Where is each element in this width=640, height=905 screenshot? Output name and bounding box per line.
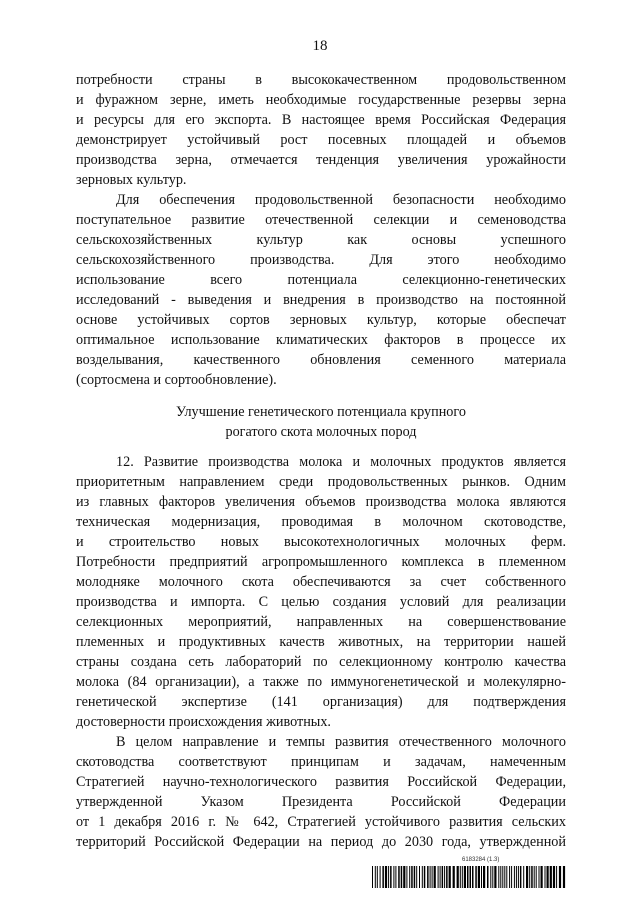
- text-line: сельскохозяйственного производства. Для этого необходимо: [76, 252, 566, 268]
- text-line: Потребности предприятий агропромышленного комплекса в племенном: [76, 554, 566, 570]
- text-line: молока (84 организации), а также по иммуногенетической и молекулярно-: [76, 674, 566, 690]
- text-line: сельскохозяйственных культур как основы успешного: [76, 232, 566, 248]
- text-line: производства и импорта. С целью создания условий для реализации: [76, 594, 566, 610]
- text-line: и фуражном зерне, иметь необходимые государственные резервы зерна: [76, 92, 566, 108]
- text-line: селекционных мероприятий, направленных на совершенствование: [76, 614, 566, 630]
- text-line: производства зерна, отмечается тенденция увеличения урожайности: [76, 152, 566, 168]
- text-line: В целом направление и темпы развития отечественного молочного: [116, 734, 566, 750]
- section-heading-line-1: Улучшение генетического потенциала крупного: [176, 404, 466, 420]
- text-line: племенных и продуктивных качеств животных, на территории нашей: [76, 634, 566, 650]
- barcode-icon: [372, 866, 566, 888]
- document-body: [76, 70, 566, 852]
- section-heading-line-2: рогатого скота молочных пород: [225, 424, 417, 440]
- top-paragraphs: [76, 70, 566, 390]
- text-line: достоверности происхождения животных.: [76, 714, 331, 730]
- document-code: 6183284 (1.3): [462, 857, 500, 863]
- text-line: скотоводства соответствуют принципам и задачам, намеченным: [76, 754, 566, 770]
- text-line: утвержденной Указом Президента Российской Федерации: [76, 794, 566, 810]
- text-line: зерновых культур.: [76, 172, 187, 188]
- page-number: 18: [312, 38, 328, 54]
- text-line: оптимальное использование климатических факторов в процессе их: [76, 332, 566, 348]
- text-line: использование всего потенциала селекционно-генетических: [76, 272, 566, 288]
- text-line: техническая модернизация, проводимая в молочном скотоводстве,: [76, 514, 566, 530]
- text-line: молодняке молочного скота обеспечиваются за счет собственного: [76, 574, 566, 590]
- text-line: из главных факторов увеличения объемов производства молока являются: [76, 494, 566, 510]
- text-line: (сортосмена и сортообновление).: [76, 372, 277, 388]
- text-line: возделывания, качественного обновления семенного материала: [76, 352, 566, 368]
- text-line: Для обеспечения продовольственной безопасности необходимо: [116, 192, 566, 208]
- text-line: приоритетным направлением среди продовольственных рынков. Одним: [76, 474, 566, 490]
- text-line: демонстрирует устойчивый рост посевных площадей и объемов: [76, 132, 566, 148]
- text-line: и строительство новых высокотехнологичных молочных ферм.: [76, 534, 566, 550]
- text-line: генетической экспертизе (141 организация) для подтверждения: [76, 694, 566, 710]
- text-line: страны создана сеть лабораторий по селекционному контролю качества: [76, 654, 566, 670]
- section-heading: [76, 402, 566, 442]
- text-line: основе устойчивых сортов зерновых культур, которые обеспечат: [76, 312, 566, 328]
- paragraph: [76, 452, 566, 732]
- paragraph: [76, 732, 566, 852]
- text-line: и ресурсы для его экспорта. В настоящее время Российская Федерация: [76, 112, 566, 128]
- text-line: Стратегией научно-технологического развития Российской Федерации,: [76, 774, 566, 790]
- text-line: потребности страны в высококачественном продовольственном: [76, 72, 566, 88]
- text-line: от 1 декабря 2016 г. № 642, Стратегией устойчивого развития сельских: [76, 814, 566, 830]
- paragraph: [76, 70, 566, 190]
- text-line: поступательное развитие отечественной селекции и семеноводства: [76, 212, 566, 228]
- text-line: исследований - выведения и внедрения в производство на постоянной: [76, 292, 566, 308]
- bottom-paragraphs: [76, 452, 566, 852]
- text-line: территорий Российской Федерации на период до 2030 года, утвержденной: [76, 834, 566, 850]
- paragraph: [76, 190, 566, 390]
- text-line: 12. Развитие производства молока и молочных продуктов является: [116, 454, 566, 470]
